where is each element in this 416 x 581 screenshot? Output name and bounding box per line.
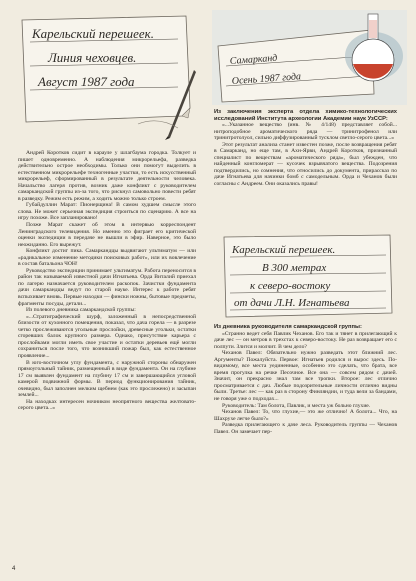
paragraph: «...Стратиграфический шурф, заложенный в непосредственной близости от кухонного помещения, показал, что дача горела — в разрезе четко прослеживаются угольные прослойки, древесные угольки, остатки сгоревших балок крупного размера. Однако, присутствие карьера с прослойками могли иметь свое участие и остатки деревьев ещё могли сохраниться после того, что возникший пожар был, как естественное проявление...: [18, 313, 196, 359]
paragraph: Чеханов Павел: Обязательно нужно разведать этот ближний лес. Аргументы? Пожалуйста. Первое: Игнатьев родился и вырос здесь. По-видимому, все места уединенные, особенно это сделать, что брата, все время прогулка на речке Песочное. Все она — совсем рядом с дачей. Значит, он прекрасно знал там все тропки. Второе: лес отлично просматривается с дач. Любые подозрительные личности отлично видны были. Третье: лес — как раз в сторону Финляндии, и туда вели за бандами, не говоря уже о подходах...: [214, 350, 397, 402]
right-column-top: [214, 109, 397, 187]
paragraph: Руководство экспедиции принимает ультиматум. Работа переносится в район так называемой известной дачи Игнатьева. Орда Виталий приехал по лагерю назначается руководителем раскопок. Зачистки фундамента дачи самаркандцы ведут по старой науке. Интерес к работе ребят вспыхивает вновь. Первые находки — фински ножны, бытовые предметы, фрагменты посуды, детали...: [18, 267, 196, 307]
dacha-line-2: В 300 метрах: [262, 262, 327, 274]
paragraph: Конфликт достиг пика. Самаркандцы выдвигают ультиматум — или «радикальное изменение методики поисковых работ», или их вовлечение в состав батальона ЧОН!: [18, 248, 196, 268]
section-heading-expert: Из заключения эксперта отдела химико-технологических исследований Института археологии Академии наук УзССР:: [214, 109, 397, 122]
paragraph: «Странно ведет себя Павлик Чеханов. Его так и тянет в прилегающий к даче лес — он метров в трехстах к северо-востоку. Не раз возвращает его с полпути. Злится и молчит. В чем дело?: [214, 330, 397, 350]
paragraph: Руководитель: Там болота, Павлик, и места уж больно глухие.: [222, 402, 371, 409]
right-column-bottom: [214, 324, 397, 435]
paragraph: Андрей Коротков сидит в карауле у шлагбаума городка. Толкует и пишет одновременно. А наблюдения микрорельефа, разведка действительно острое необходимы. Только они помогут выделить в естественном микрорельефе техногенные участки, то есть искусственный микрорельеф, сформированный в результате деятельности человека. Начальство лагеря против, возник даже конфликт с руководителем самаркандской группы из-за того, что рискнул самовольно повести ребят в разведку. Режим есть режим, а ходить можно только строем.: [18, 150, 196, 202]
paragraph: На находках интересен ночником неопрятного вещества желтовато-серого цвета...»: [18, 398, 196, 412]
dacha-line-3: к северо-востоку: [250, 280, 331, 292]
karelian-line-2: Линия чеховцев.: [48, 50, 137, 65]
paragraph: Разведка прилегающего к даче леса. Руководитель группы — Чеханов Павел. Он замечает пер-: [214, 422, 397, 435]
paragraph: Губайдуллин Марат: Пионерщина! В самом худшем смысле этого слова. Не может серьезная экспедиция строиться по сценарию. А все на игру похоже. Все запланировано!: [18, 202, 196, 222]
karelian-line-1: Карельский перешеек.: [32, 26, 154, 41]
paragraph: В юго-восточном углу фундамента, с наружной стороны обнаружен прямоугольный тайник, размещенный в виде фундамента. Он на глубине 17 см выявлен фундамент на глубину 17 см и завершающийся угловой камерой подвижной формы. В период функционирования тайник, очевидно, был заполнен мелким щебнем (как это прослежено) и засыпан землей...: [18, 359, 196, 399]
note-illustration-karelian: [18, 12, 196, 140]
dacha-line-4: от дачи Л.Н. Игнатьева: [234, 297, 350, 309]
karelian-line-3: Август 1987 года: [38, 74, 135, 89]
samarkand-line-1: Самарканд: [229, 52, 278, 67]
note-illustration-dacha: [222, 233, 394, 319]
paragraph: Чеханов Павел: То, что глухие,— это же отлично! А болота... Что, на Шахрухе легче было?»: [214, 409, 397, 422]
dacha-line-1: Карельский перешеек.: [232, 244, 336, 256]
note-illustration-samarkand: [212, 10, 407, 105]
paragraph: Позже Марат скажет об этом в интервью корреспондент Ленинградского телевидения. Но именно это фиграет его критической оценки экспедиции в передаче не вышли в эфир. Наверное, это было неожиданно. Его вырежут.: [18, 222, 196, 248]
left-column: [18, 150, 196, 412]
section-heading-diary: Из дневника руководителя самаркандской группы:: [214, 324, 362, 330]
paragraph: Этот результат анализа станет известен позже, после возвращения ребят в Самарканд, но еще там, в Ахн-Ярви, Андрей Коротков, признанный специалист по веществам «ароматического ряда», был убежден, что найденный конгломерат — кусочек взрывчатого вещества. Подозрения подтвердились, но сомнения, что относились до документа, прирассказ по даче Игнатьева для начинки бомб с самодельным. Орда и Чеханов были согласны с Андреем. Они оказались правы!: [214, 141, 397, 187]
samarkand-line-2: Осень 1987 года: [231, 71, 302, 87]
paragraph: Из полевого дневника самаркандской группы:: [26, 307, 136, 314]
paragraph: «...Указанное вещество (инв. № 4/148) представляет собой... нитроподобное ароматического ряда — тринитрофенол или тринитротолуол, сильно диффузированный тусклом светло-серого цвета...»: [214, 122, 397, 142]
page-number: 4: [12, 566, 16, 572]
